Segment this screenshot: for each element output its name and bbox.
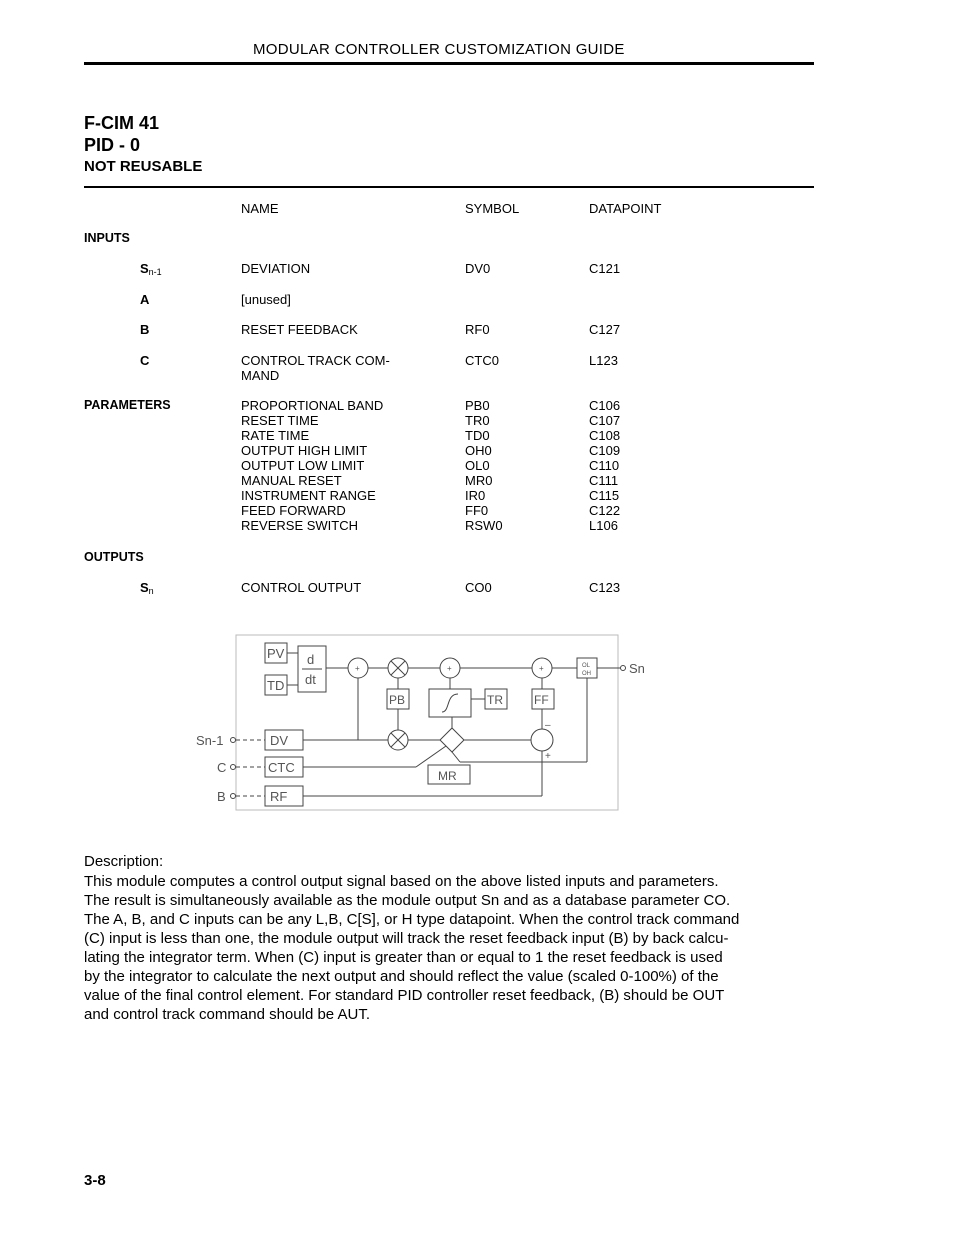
rf-label: RF xyxy=(270,789,288,804)
input-name xyxy=(241,353,390,383)
input-name: DEVIATION xyxy=(241,261,311,276)
minus-sign-label: – xyxy=(545,720,551,731)
tr-label: TR xyxy=(487,693,503,707)
svg-text:+: + xyxy=(447,664,452,673)
sn-output-label: Sn xyxy=(629,661,645,676)
parameter-symbol: RSW0 xyxy=(465,518,503,533)
description-heading: Description: xyxy=(84,853,164,870)
input-datapoint: C127 xyxy=(589,322,621,337)
input-label-b: B xyxy=(140,322,150,337)
description-line: and control track command should be AUT. xyxy=(84,1006,370,1023)
input-datapoint: L123 xyxy=(589,353,618,368)
column-header-datapoint: DATAPOINT xyxy=(589,201,662,216)
parameters-heading: PARAMETERS xyxy=(84,398,171,412)
description-line: (C) input is less than one, the module output will track the reset feedback input (B) by back calcu- xyxy=(84,930,729,947)
td-label: TD xyxy=(267,678,285,693)
parameter-symbol: TR0 xyxy=(465,413,490,428)
parameter-name: OUTPUT HIGH LIMIT xyxy=(241,443,368,458)
parameter-symbol: OH0 xyxy=(465,443,492,458)
output-datapoint: C123 xyxy=(589,580,621,595)
description-line: The A, B, and C inputs can be any L,B, C[S], or H type datapoint. When the control track command xyxy=(84,911,740,928)
pb-label: PB xyxy=(389,693,406,707)
parameter-name: MANUAL RESET xyxy=(241,473,342,488)
limiter-top-label: OL xyxy=(582,663,591,669)
input-name-line: CONTROL TRACK COM- xyxy=(241,353,390,368)
output-name: CONTROL OUTPUT xyxy=(241,580,362,595)
input-label-sn-1: $S_{n-1}$ xyxy=(140,261,162,277)
parameter-datapoint: L106 xyxy=(589,518,618,533)
parameter-name: OUTPUT LOW LIMIT xyxy=(241,458,365,473)
pid-block-diagram xyxy=(190,630,660,816)
output-symbol: CO0 xyxy=(465,580,492,595)
mr-label: MR xyxy=(438,769,457,783)
pv-label: PV xyxy=(267,646,285,661)
parameter-datapoint: C107 xyxy=(589,413,621,428)
parameter-datapoint: C122 xyxy=(589,503,621,518)
header-rule xyxy=(84,62,814,65)
parameter-datapoint: C110 xyxy=(589,458,620,473)
parameter-symbol: IR0 xyxy=(465,488,486,503)
module-subtitle: PID - 0 xyxy=(84,135,141,155)
input-name-line: MAND xyxy=(241,368,280,383)
description-line: This module computes a control output signal based on the above listed inputs and parameters. xyxy=(84,873,719,890)
parameter-name: RESET TIME xyxy=(241,413,319,428)
title-rule xyxy=(84,186,814,188)
c-input-label: C xyxy=(217,760,227,775)
output-label-sn: $S_n$ xyxy=(140,580,154,596)
derivative-bottom-label: dt xyxy=(305,672,316,687)
parameter-symbol: MR0 xyxy=(465,473,493,488)
parameter-symbol: OL0 xyxy=(465,458,490,473)
parameter-name: RATE TIME xyxy=(241,428,310,443)
description-body xyxy=(84,872,814,1024)
parameter-names xyxy=(241,398,383,533)
reusable-note: NOT REUSABLE xyxy=(84,158,203,175)
parameter-name: INSTRUMENT RANGE xyxy=(241,488,376,503)
parameter-datapoint: C111 xyxy=(589,473,619,488)
ff-label: FF xyxy=(534,693,549,707)
sn1-input-label: Sn-1 xyxy=(196,733,224,748)
parameter-symbols xyxy=(465,398,503,533)
selector-block xyxy=(440,728,464,752)
input-symbol: CTC0 xyxy=(465,353,499,368)
description-line: by the integrator to calculate the next output and should reflect the value (scaled 0-100%) of the xyxy=(84,968,719,985)
column-header-name: NAME xyxy=(241,201,279,216)
parameter-symbol: TD0 xyxy=(465,428,490,443)
description-line: The result is simultaneously available as the module output Sn and as a database parameter CO. xyxy=(84,892,731,909)
parameter-name: FEED FORWARD xyxy=(241,503,346,518)
module-title: F-CIM 41 xyxy=(84,113,160,133)
inputs-heading: INPUTS xyxy=(84,231,130,245)
input-symbol: DV0 xyxy=(465,261,491,276)
parameter-datapoint: C115 xyxy=(589,488,620,503)
parameter-symbol: FF0 xyxy=(465,503,489,518)
parameter-datapoint: C106 xyxy=(589,398,621,413)
parameter-datapoints xyxy=(589,398,620,533)
ctc-label: CTC xyxy=(268,760,295,775)
input-name: RESET FEEDBACK xyxy=(241,322,358,337)
input-label-c: C xyxy=(140,353,150,368)
derivative-top-label: d xyxy=(307,652,315,667)
input-symbol: RF0 xyxy=(465,322,490,337)
parameter-name: PROPORTIONAL BAND xyxy=(241,398,384,413)
b-input-label: B xyxy=(217,789,226,804)
description-line: lating the integrator term. When (C) input is greater than or equal to 1 the reset feedback is used xyxy=(84,949,723,966)
integrator-block xyxy=(429,689,471,717)
description-line: value of the final control element. For standard PID controller reset feedback, (B) should be OUT xyxy=(84,987,725,1004)
parameter-symbol: PB0 xyxy=(465,398,490,413)
input-datapoint: C121 xyxy=(589,261,621,276)
dv-label: DV xyxy=(270,733,289,748)
plus-sign-label: + xyxy=(545,751,551,762)
input-name: [unused] xyxy=(241,292,291,307)
outputs-heading: OUTPUTS xyxy=(84,550,144,564)
limiter-bottom-label: OH xyxy=(582,671,591,677)
summer-4 xyxy=(531,729,553,751)
parameter-datapoint: C109 xyxy=(589,443,621,458)
page-number: 3-8 xyxy=(84,1172,106,1189)
running-header: MODULAR CONTROLLER CUSTOMIZATION GUIDE xyxy=(253,41,625,58)
svg-text:+: + xyxy=(355,664,360,673)
input-label-a: A xyxy=(140,292,150,307)
parameter-name: REVERSE SWITCH xyxy=(241,518,359,533)
svg-text:+: + xyxy=(539,664,544,673)
parameter-datapoint: C108 xyxy=(589,428,621,443)
column-header-symbol: SYMBOL xyxy=(465,201,520,216)
diagram-frame xyxy=(236,635,618,810)
